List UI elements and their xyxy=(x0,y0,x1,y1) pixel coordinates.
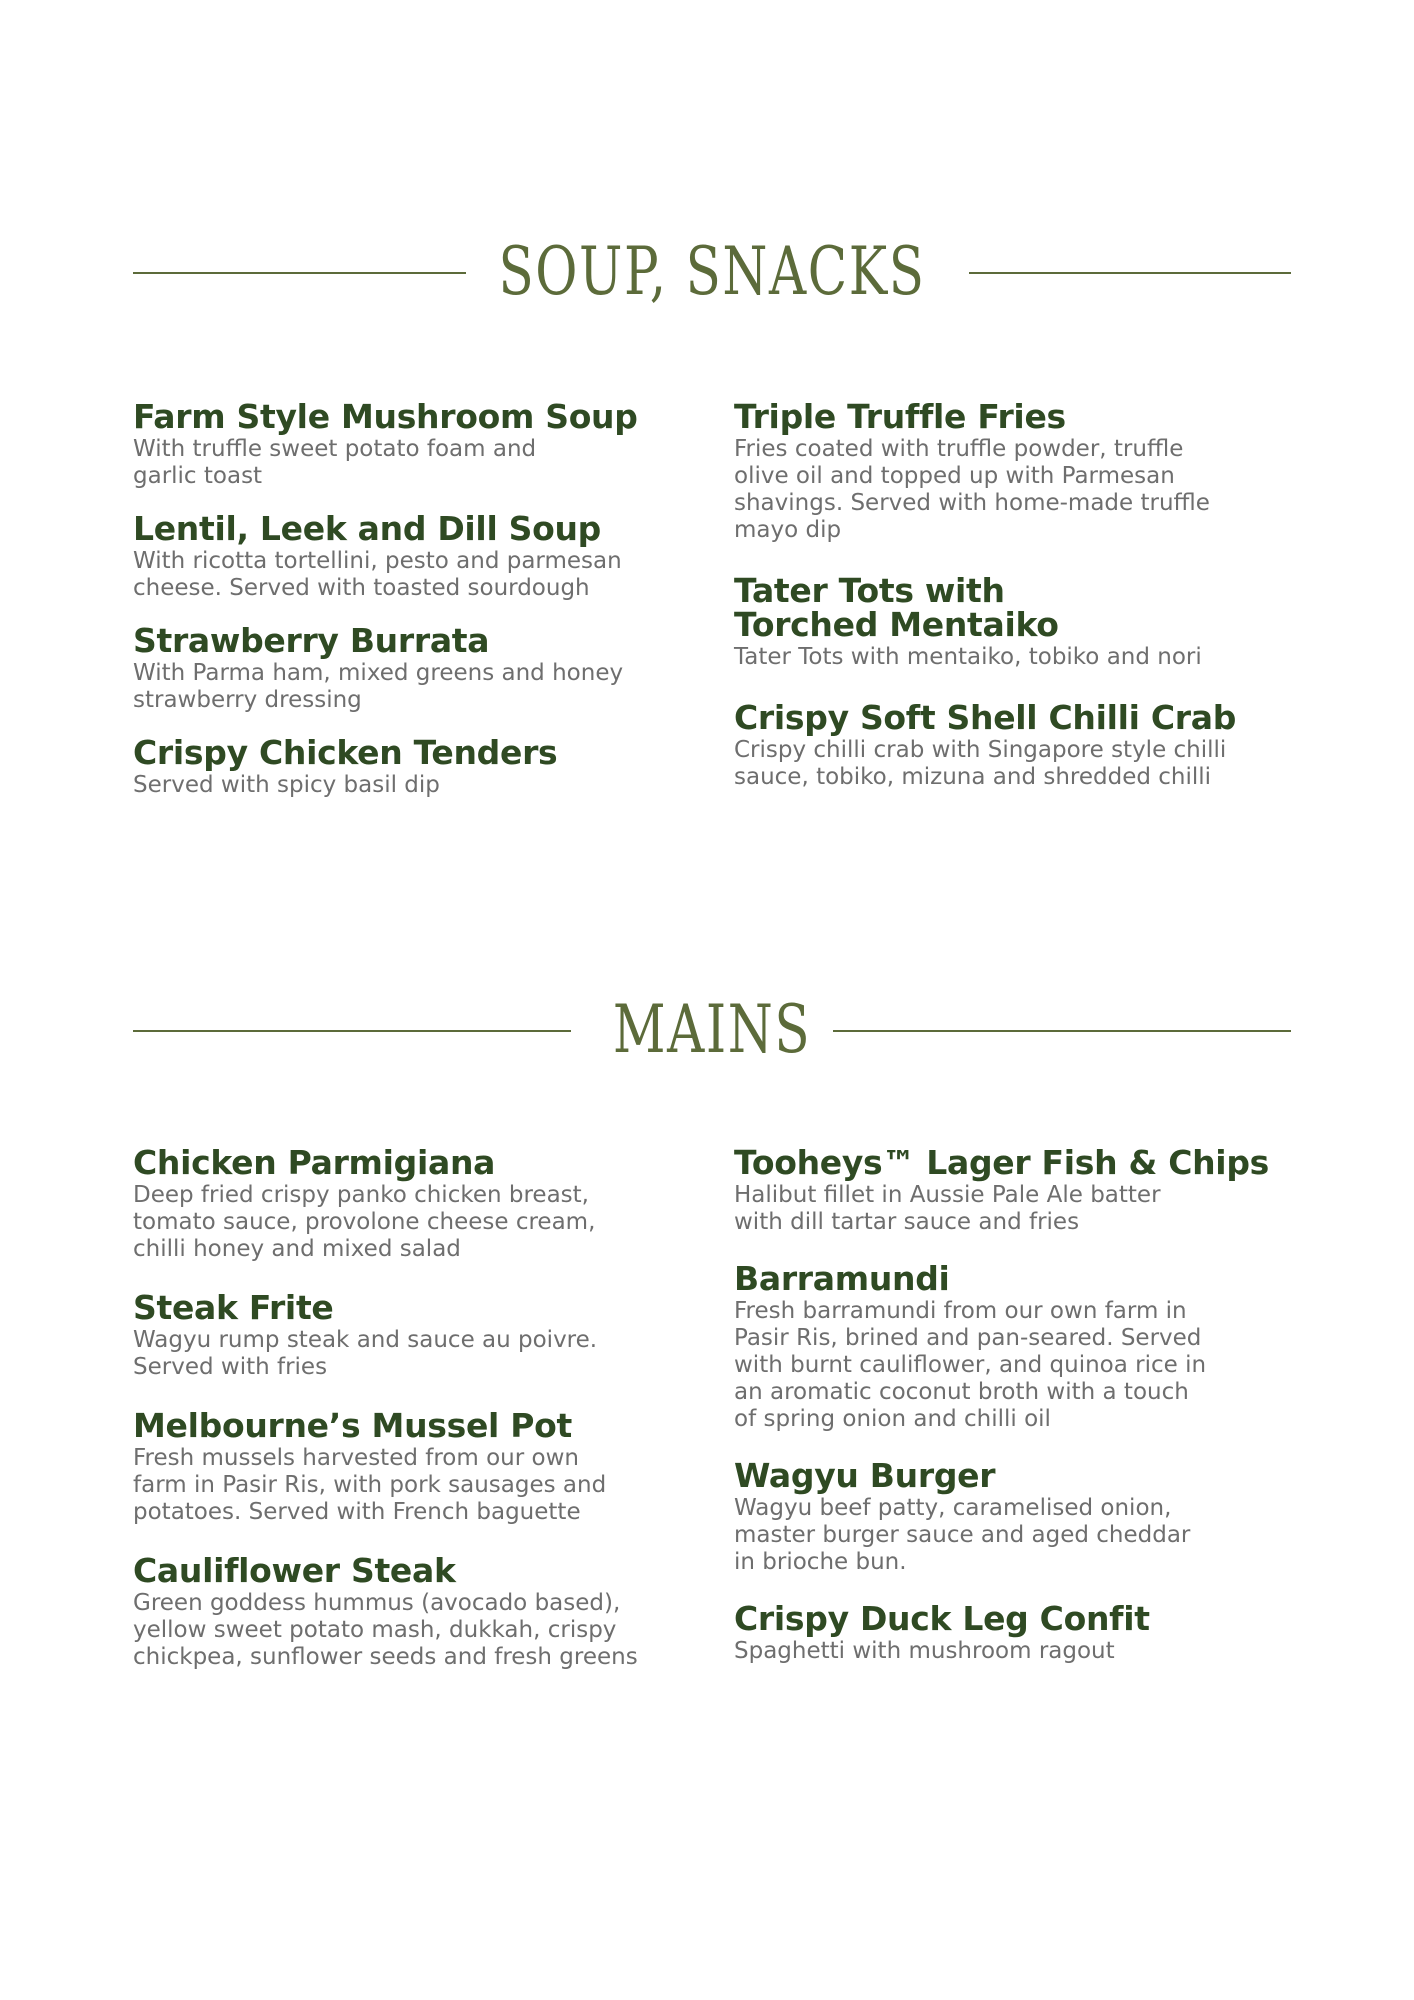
menu-item-description: Green goddess hummus (avocado based), yellow sweet potato mash, dukkah, crispy chickpea, sunflower seeds and fresh greens xyxy=(133,1590,638,1670)
menu-item-name: Chicken Parmigiana xyxy=(133,1143,496,1182)
menu-item-name: Triple Truffle Fries xyxy=(734,397,1066,436)
menu-item xyxy=(133,733,713,799)
divider-line xyxy=(833,1030,1291,1032)
menu-item xyxy=(734,1456,1314,1576)
menu-item-name: Wagyu Burger xyxy=(734,1456,996,1495)
section-title: MAINS xyxy=(612,991,812,1068)
menu-item xyxy=(734,397,1314,544)
menu-item-description: Crispy chilli crab with Singapore style chilli sauce, tobiko, mizuna and shredded chilli xyxy=(734,737,1227,790)
menu-item-description: Fresh mussels harvested from our own farm in Pasir Ris, with pork sausages and potatoes. Served with French baguette xyxy=(133,1445,607,1525)
menu-item-description: Spaghetti with mushroom ragout xyxy=(734,1638,1115,1664)
menu-item-description: Wagyu rump steak and sauce au poivre. Served with fries xyxy=(133,1327,598,1380)
menu-item xyxy=(133,1406,713,1526)
menu-item-description: Deep fried crispy panko chicken breast, tomato sauce, provolone cheese cream, chilli honey and mixed salad xyxy=(133,1182,596,1262)
menu-item-description: Tater Tots with mentaiko, tobiko and nori xyxy=(734,644,1202,670)
menu-item-description: Fresh barramundi from our own farm in Pasir Ris, brined and pan-seared. Served with burnt cauliflower, and quinoa rice in an aromatic coconut broth with a touch of spring onion and chilli oil xyxy=(734,1298,1207,1432)
menu-column-right xyxy=(734,397,1314,813)
menu-item-name: Steak Frite xyxy=(133,1288,334,1327)
divider-line xyxy=(969,272,1291,274)
section-header-mains xyxy=(133,985,1291,1075)
section-header-soup-snacks xyxy=(133,227,1291,317)
menu-column-left xyxy=(133,397,713,821)
menu-item xyxy=(734,1143,1314,1236)
menu-item xyxy=(734,698,1314,791)
menu-item-name: Farm Style Mushroom Soup xyxy=(133,397,638,436)
menu-item-name: Crispy Soft Shell Chilli Crab xyxy=(734,698,1237,737)
menu-item-name: Crispy Duck Leg Confit xyxy=(734,1599,1150,1638)
menu-item-name: Cauliflower Steak xyxy=(133,1551,456,1590)
menu-item-name: Strawberry Burrata xyxy=(133,621,490,660)
menu-item xyxy=(133,397,713,490)
menu-item xyxy=(133,1288,713,1381)
menu-item-description: Fries coated with truffle powder, truffle olive oil and topped up with Parmesan shavings. Served with home-made truffle mayo dip xyxy=(734,436,1210,543)
menu-item-description: Wagyu beef patty, caramelised onion, master burger sauce and aged cheddar in brioche bun. xyxy=(734,1495,1191,1575)
menu-item-name: Tater Tots with Torched Mentaiko xyxy=(734,571,1059,644)
menu-item-description: With truffle sweet potato foam and garlic toast xyxy=(133,436,537,489)
menu-item xyxy=(734,571,1314,671)
menu-item-name: Tooheys™ Lager Fish & Chips xyxy=(734,1143,1269,1182)
menu-item xyxy=(133,1551,713,1671)
menu-item-name: Melbourne’s Mussel Pot xyxy=(133,1406,572,1445)
menu-item xyxy=(734,1599,1314,1665)
menu-item-name: Crispy Chicken Tenders xyxy=(133,733,558,772)
menu-column-left xyxy=(133,1143,713,1699)
menu-item-description: Halibut fillet in Aussie Pale Ale batter with dill tartar sauce and fries xyxy=(734,1182,1161,1235)
menu-item-name: Lentil, Leek and Dill Soup xyxy=(133,509,601,548)
menu-item-description: With ricotta tortellini, pesto and parmesan cheese. Served with toasted sourdough xyxy=(133,548,622,601)
menu-item-name: Barramundi xyxy=(734,1259,950,1298)
menu-item-description: With Parma ham, mixed greens and honey strawberry dressing xyxy=(133,660,624,713)
menu-item xyxy=(133,1143,713,1263)
menu-item-description: Served with spicy basil dip xyxy=(133,772,440,798)
section-title: SOUP, SNACKS xyxy=(498,233,926,310)
menu-column-right xyxy=(734,1143,1314,1691)
menu-item xyxy=(133,509,713,602)
menu-item xyxy=(133,621,713,714)
menu-item xyxy=(734,1259,1314,1433)
